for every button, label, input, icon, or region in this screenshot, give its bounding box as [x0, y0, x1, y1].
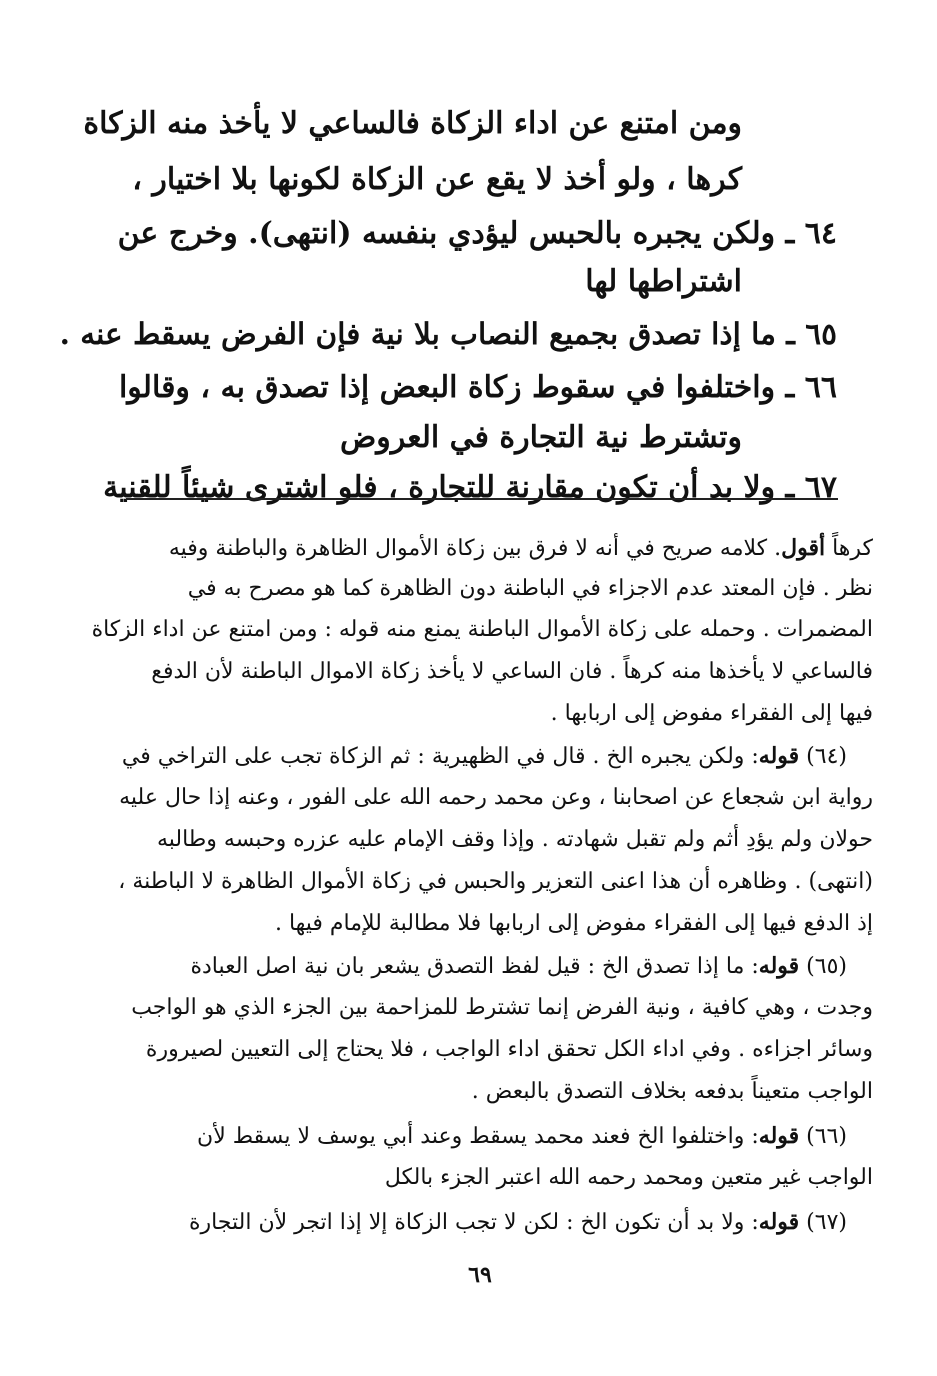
commentary-text: : ولكن يجبره الخ . قال في الظهيرية : ثم الزكاة تجب على التراخي في [121, 744, 759, 769]
commentary-text: . كلامه صريح في أنه لا فرق بين زكاة الأموال الظاهرة والباطنة وفيه [168, 536, 782, 561]
commentary-text: : واختلفوا الخ فعند محمد يسقط وعند أبي يوسف لا يسقط لأن [197, 1124, 759, 1149]
commentary-line [169, 532, 873, 565]
main-text-line: ٦٥ ـ ما إذا تصدق بجميع النصاب بلا نية فإن الفرض يسقط عنه . [59, 316, 837, 351]
commentary-line: الواجب غير متعين ومحمد رحمه الله اعتبر الجزء بالكل [384, 1165, 873, 1190]
main-text-line: ٦٤ ـ ولكن يجبره بالحبس ليؤدي بنفسه (انتهى). وخرج عن [117, 216, 837, 251]
commentary-line [189, 1206, 847, 1239]
commentary-text: : ما إذا تصدق الخ : قيل لفظ التصدق يشعر بان نية اصل العبادة [190, 954, 759, 979]
note-number: (٦٥) [799, 954, 847, 979]
commentary-text: : ولا بد أن تكون الخ : لكن لا تجب الزكاة إلا إذا اتجر لأن التجارة [188, 1210, 759, 1235]
commentary-keyword: قوله [758, 1209, 800, 1235]
commentary-text: كرهاً [825, 536, 873, 561]
commentary-line: رواية ابن شجعاع عن اصحابنا ، وعن محمد رحمه الله على الفور ، وعنه إذا حال عليه [119, 785, 873, 810]
commentary-line: فيها إلى الفقراء مفوض إلى اربابها . [550, 701, 873, 726]
main-text-line: كرها ، ولو أخذ لا يقع عن الزكاة لكونها بلا اختيار ، [132, 162, 742, 197]
main-text-line: ٦٦ ـ واختلفوا في سقوط زكاة البعض إذا تصدق به ، وقالوا [118, 370, 837, 405]
commentary-line: فالساعي لا يأخذها منه كرهاً . فان الساعي لا يأخذ زكاة الاموال الباطنة لأن الدفع [151, 659, 873, 684]
note-number: (٦٤) [799, 744, 847, 769]
commentary-keyword: قوله [758, 953, 800, 979]
commentary-line: الواجب متعيناً بدفعه بخلاف التصدق بالبعض . [471, 1079, 873, 1104]
page-number: ٦٩ [468, 1262, 492, 1288]
commentary-line: وسائر اجزاءه . وفي اداء الكل تحقق اداء الواجب ، فلا يحتاج إلى التعيين لصيرورة [145, 1037, 873, 1062]
main-text-line: ومن امتنع عن اداء الزكاة فالساعي لا يأخذ منه الزكاة [83, 106, 742, 141]
commentary-line: (انتهى) . وظاهره أن هذا اعنى التعزير والحبس في زكاة الأموال الظاهرة لا الباطنة ، [118, 869, 873, 894]
note-number: (٦٦) [799, 1124, 847, 1149]
commentary-keyword: أقول [781, 535, 826, 561]
commentary-line [122, 740, 847, 773]
commentary-keyword: قوله [758, 743, 800, 769]
commentary-line [190, 950, 847, 983]
main-text-line: وتشترط نية التجارة في العروض [339, 420, 742, 455]
commentary-line: إذ الدفع فيها إلى الفقراء مفوض إلى اربابها فلا مطالبة للإمام فيها . [274, 911, 873, 936]
main-text-line: ٦٧ ـ ولا بد أن تكون مقارنة للتجارة ، فلو اشترى شيئاً للقنية [103, 470, 837, 505]
commentary-line: المضمرات . وحمله على زكاة الأموال الباطنة يمنع منه قوله : ومن امتنع عن اداء الزكاة [91, 617, 873, 642]
section-divider [126, 498, 838, 500]
commentary-line [197, 1120, 847, 1153]
commentary-line: حولان ولم يؤدِ أثم ولم تقبل شهادته . وإذا وقف الإمام عليه عزره وحبسه وطالبه [156, 827, 873, 852]
commentary-keyword: قوله [758, 1123, 800, 1149]
main-text-line: اشتراطها لها [585, 264, 742, 299]
note-number: (٦٧) [799, 1210, 847, 1235]
commentary-line: وجدت ، وهي كافية ، ونية الفرض إنما تشترط للمزاحمة بين الجزء الذي هو الواجب [131, 995, 873, 1020]
commentary-line: نظر . فإن المعتد عدم الاجزاء في الباطنة دون الظاهرة كما هو مصرح به في [187, 576, 873, 601]
